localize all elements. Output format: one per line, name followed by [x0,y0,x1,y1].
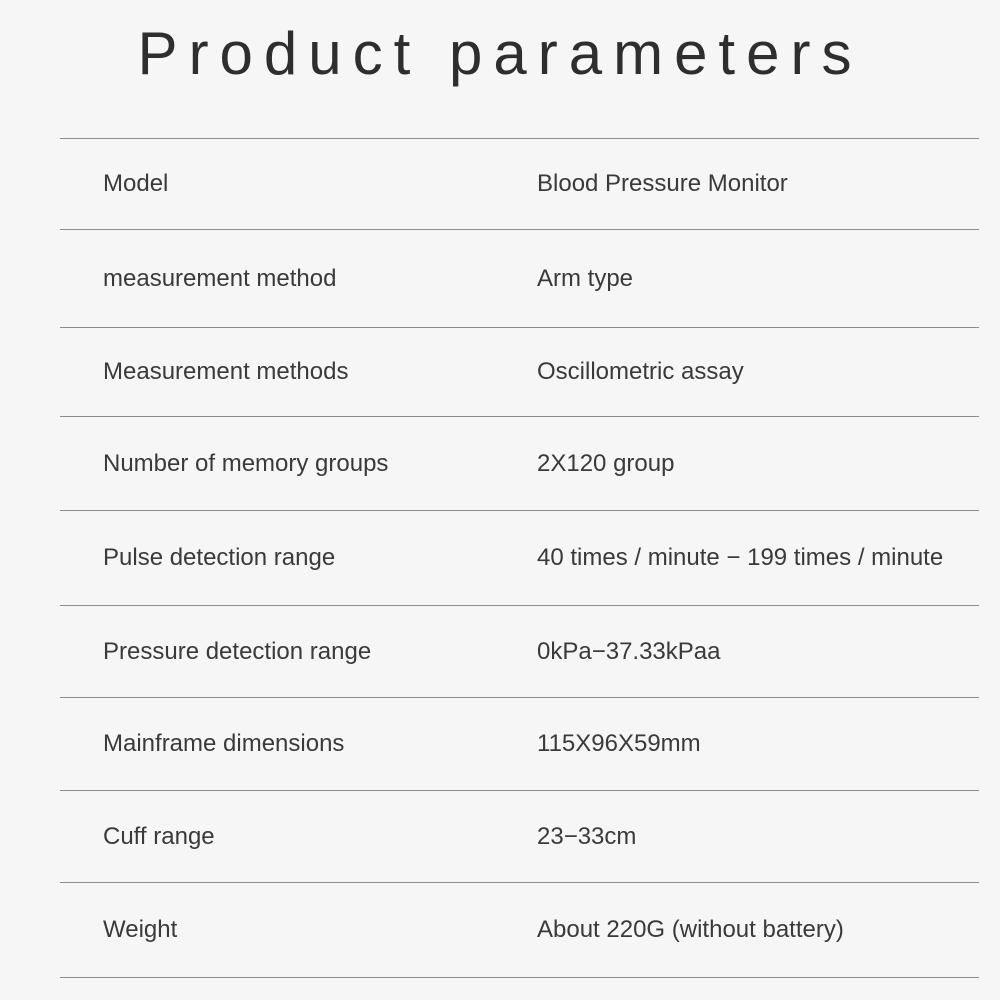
param-label: Cuff range [103,822,215,850]
table-row [60,698,979,790]
param-label: Mainframe dimensions [103,730,345,757]
param-label: Number of memory groups [103,449,389,477]
table-row [60,606,979,697]
table-row [60,328,979,416]
table-row [60,511,979,605]
param-label: Pulse detection range [103,544,336,571]
table-row [60,883,979,977]
table-divider [60,977,979,978]
param-value: Oscillometric assay [537,358,744,385]
param-value: 0kPa−37.33kPaa [537,637,721,665]
param-value: 115X96X59mm [537,730,701,757]
param-label: Measurement methods [103,358,349,385]
param-label: Weight [103,916,178,943]
param-label: Pressure detection range [103,637,372,665]
param-value: 40 times / minute − 199 times / minute [537,544,944,571]
table-row [60,139,979,229]
param-value: 23−33cm [537,822,637,850]
param-label: Model [103,170,169,197]
param-value: Blood Pressure Monitor [537,170,788,197]
param-value: About 220G (without battery) [537,916,844,943]
table-row [60,417,979,510]
param-value: Arm type [537,264,634,292]
param-label: measurement method [103,264,337,292]
param-value: 2X120 group [537,449,675,477]
table-row [60,230,979,327]
table-row [60,791,979,882]
page-title: Product parameters [137,20,863,87]
